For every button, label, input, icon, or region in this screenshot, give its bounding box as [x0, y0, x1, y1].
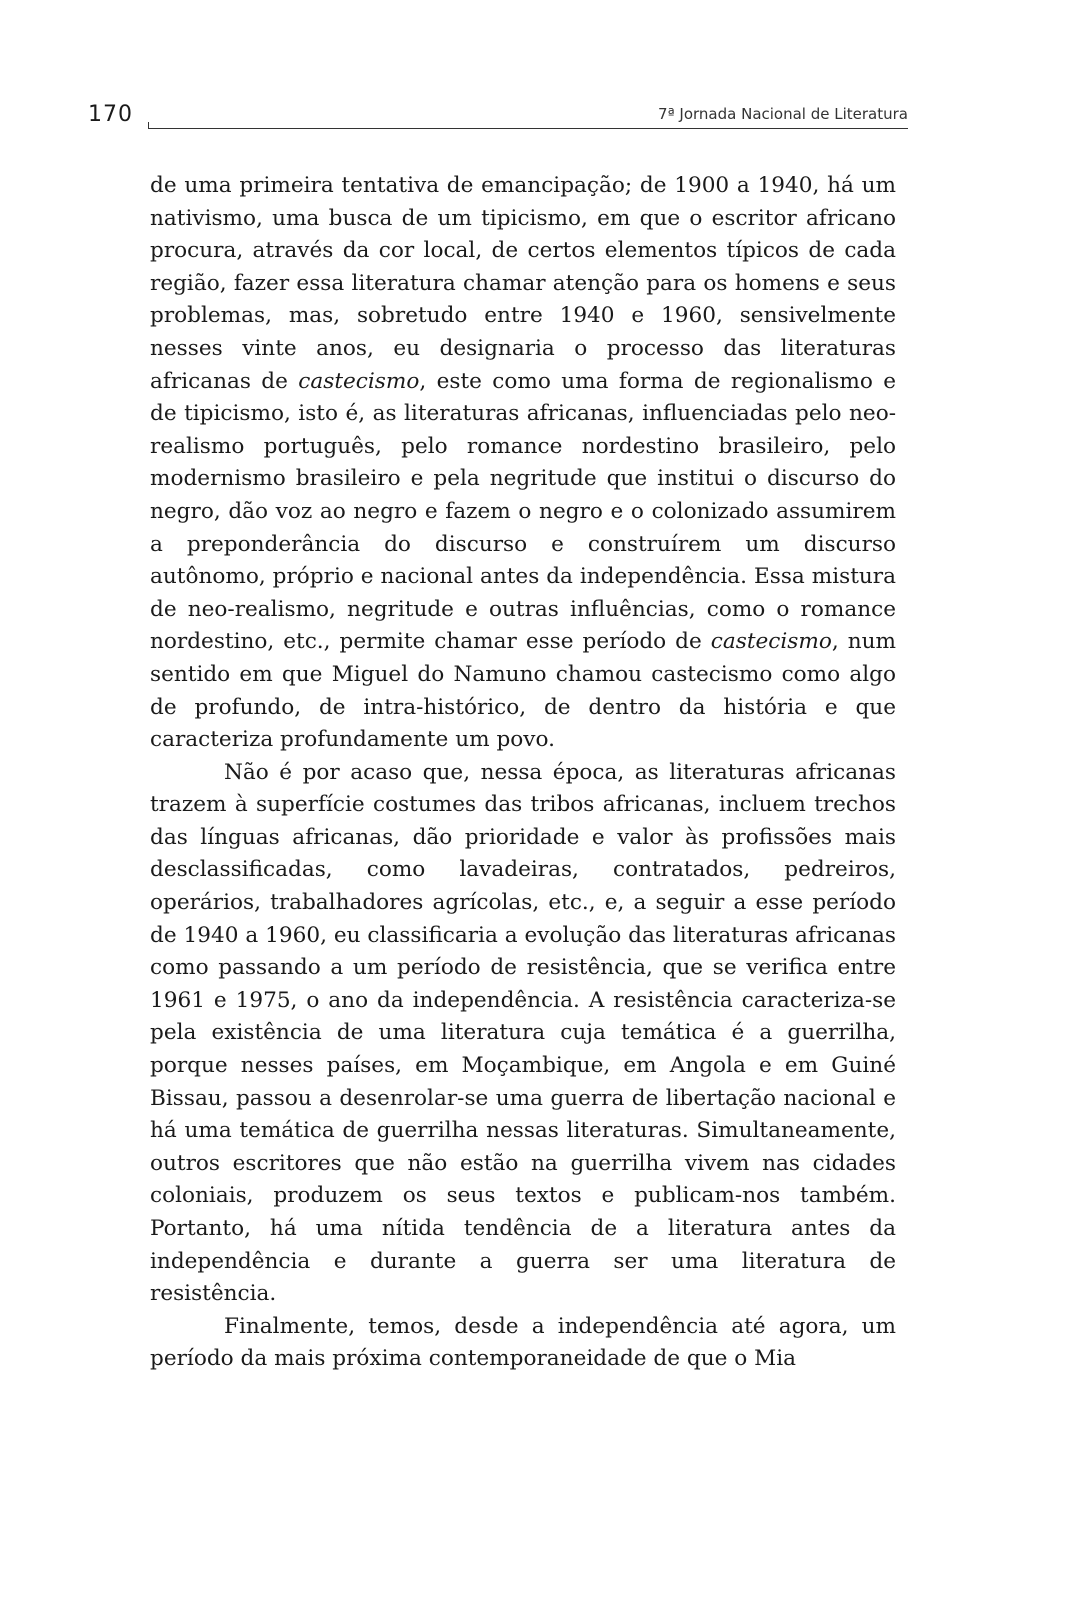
- paragraph-text: de uma primeira tentativa de emancipação; de 1900 a 1940, há um nativismo, uma busca de um tipicismo, em que o escritor africano procura, através da cor local, de certos elementos típicos de cada região, fazer essa literatura chamar atenção para os homens e seus problemas, mas, sobretudo entre 1940 e 1960, sensivelmente nesses vinte anos, eu designaria o processo das literaturas africanas de: [150, 173, 896, 394]
- italic-term: castecismo: [298, 368, 420, 394]
- paragraph: [150, 170, 896, 757]
- body-text: [150, 170, 896, 1376]
- page-header: [88, 98, 908, 132]
- paragraph-text: , num sentido em que Miguel do Namuno chamou castecismo como algo de profundo, de intra-histórico, de dentro da história e que caracteriza profundamente um povo.: [150, 629, 896, 753]
- running-title: 7ª Jornada Nacional de Literatura: [658, 105, 908, 123]
- paragraph: Finalmente, temos, desde a independência até agora, um período da mais próxima contemporaneidade de que o Mia: [150, 1313, 896, 1372]
- paragraph: Não é por acaso que, nessa época, as literaturas africanas trazem à superfície costumes das tribos africanas, incluem trechos das línguas africanas, dão prioridade e valor às profissões mais desclassificadas, como lavadeiras, contratados, pedreiros, operários, trabalhadores agrícolas, etc., e, a seguir a esse período de 1940 a 1960, eu classificaria a evolução das literaturas africanas como passando a um período de resistência, que se verifica entre 1961 e 1975, o ano da independência. A resistência caracteriza-se pela existência de uma literatura cuja temática é a guerrilha, porque nesses países, em Moçambique, em Angola e em Guiné Bissau, passou a desenrolar-se uma guerra de libertação nacional e há uma temática de guerrilha nessas literaturas. Simultaneamente, outros escritores que não estão na guerrilha vivem nas cidades coloniais, produzem os seus textos e publicam-nos também. Portanto, há uma nítida tendência de a literatura antes da independência e durante a guerra ser uma literatura de resistência.: [150, 759, 896, 1307]
- header-rule: [148, 128, 908, 129]
- italic-term: castecismo: [710, 629, 832, 655]
- paragraph-text: , este como uma forma de regionalismo e de tipicismo, isto é, as literaturas africanas, influenciadas pelo neo-realismo português, pelo romance nordestino brasileiro, pelo modernismo brasileiro e pela negritude que institui o discurso do negro, dão voz ao negro e fazem o negro e o colonizado assumirem a preponderância do discurso e construírem um discurso autônomo, próprio e nacional antes da independência. Essa mistura de neo-realismo, negritude e outras influências, como o romance nordestino, etc., permite chamar esse período de: [150, 368, 896, 655]
- page-number: 170: [88, 102, 133, 127]
